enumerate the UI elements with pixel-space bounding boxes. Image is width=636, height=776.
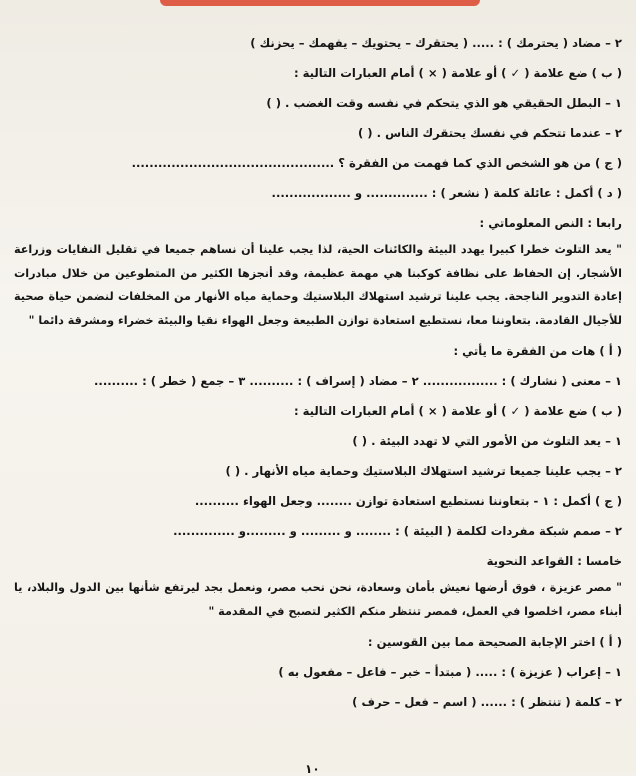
- section-4-title: رابعا : النص المعلوماتي :: [479, 216, 622, 230]
- q5-word-type: ٢ – كلمة ( تنتظر ) : ...... ( اسم – فعل – حرف ): [352, 695, 622, 709]
- q4-vocab-web: ٢ – صمم شبكة مفردات لكلمة ( البيئة ) : ........ و ......... و .........و ..............: [173, 524, 622, 538]
- q-tick-statement-1: ١ – البطل الحقيقي هو الذي يتحكم في نفسه وقت الغضب . ( ): [266, 96, 622, 110]
- q5-parsing: ١ – إعراب ( عزيزة ) : ..... ( مبتدأ – خبر – فاعل – مفعول به ): [278, 665, 622, 679]
- q4-b-heading: ( ب ) ضع علامة ( ✓ ) أو علامة ( × ) أمام العبارات التالية :: [293, 404, 622, 418]
- q-tick-statement-2: ٢ – عندما تتحكم في نفسك يحتقرك الناس . ( ): [357, 126, 622, 140]
- q4-b-statement-2: ٢ – يجب علينا جميعا ترشيد استهلاك البلاستيك وحماية مياه الأنهار . ( ): [225, 464, 622, 478]
- section-5-passage: " مصر عزيزة ، فوق أرضها نعيش بأمان وسعادة، نحن نحب مصر، ونعمل بجد ليرتفع شأنها بين الدول والبلاد، يا أبناء مصر، اخلصوا في العمل، فمصر تنتظر منكم الكثير لتصبح في المقدمة ": [14, 581, 622, 618]
- q4-c-complete: ( ج ) أكمل : ١ - بتعاوننا نستطيع استعادة توازن ........ وجعل الهواء ..........: [194, 494, 622, 508]
- q4-a-heading: ( أ ) هات من الفقرة ما يأتي :: [453, 344, 622, 358]
- q5-a-heading: ( أ ) اختر الإجابة الصحيحة مما بين القوسين :: [367, 635, 622, 649]
- q-antonym-line: ٢ – مضاد ( يحترمك ) : ..... ( يحتقرك – يحتويك – يفهمك – يحزنك ): [250, 36, 622, 50]
- q-word-family: ( د ) أكمل : عائلة كلمة ( نشعر ) : .............. و ..................: [271, 186, 622, 200]
- page-number: ١٠: [305, 762, 320, 776]
- q-who-question: ( ج ) من هو الشخص الذي كما فهمت من الفقرة ؟ ..............................................: [131, 156, 622, 170]
- header-decoration: [160, 0, 480, 6]
- section-5-title: خامسا : القواعد النحوية: [486, 554, 622, 568]
- q4-a-items: ١ – معنى ( نشارك ) : ................. ٢ – مضاد ( إسراف ) : .......... ٣ – جمع ( خطر ) : ..........: [94, 374, 622, 388]
- q4-b-statement-1: ١ – يعد التلوث من الأمور التي لا تهدد البيئة . ( ): [352, 434, 622, 448]
- section-4-passage: " يعد التلوث خطرا كبيرا يهدد البيئة والكائنات الحية، لذا يجب علينا أن نساهم جميعا في تقليل النفايات وزراعة الأشجار. إن الحفاظ على نظافة كوكبنا هي مهمة عظيمة، وقد أنجزها الكثير من المتطوعين من خلال مبادرات إعادة التدوير الناجحة. يجب علينا ترشيد استهلاك البلاستيك وحماية مياه الأنهار من المخلفات لنضمن حياة صحية للأجيال القادمة. بتعاوننا معا، نستطيع استعادة توازن الطبيعة وجعل الهواء نقيا والبيئة خضراء ومشرقة دائما ": [14, 243, 622, 327]
- q-tick-cross-heading: ( ب ) ضع علامة ( ✓ ) أو علامة ( × ) أمام العبارات التالية :: [293, 66, 622, 80]
